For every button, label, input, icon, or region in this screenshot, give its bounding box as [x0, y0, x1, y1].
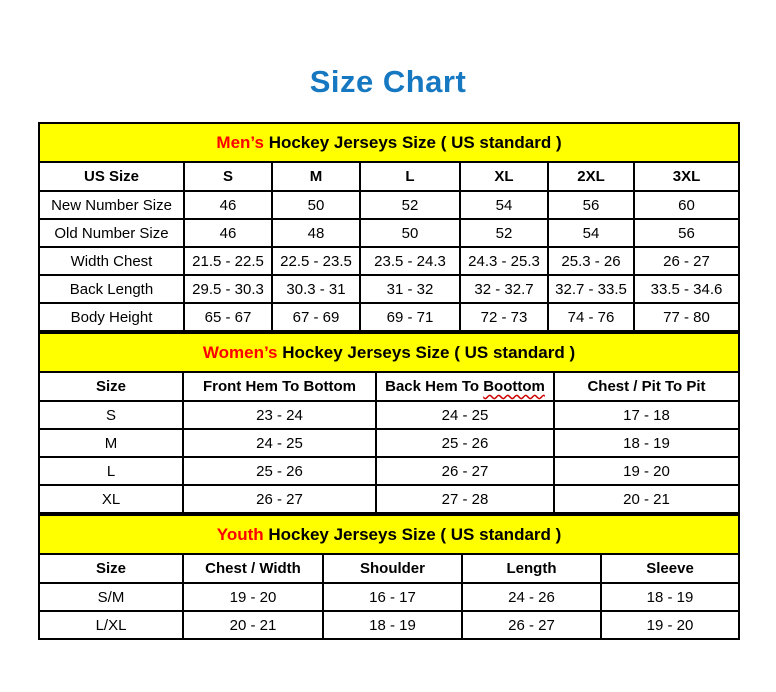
mens-banner-highlight: Men’s: [216, 132, 264, 152]
table-cell: 21.5 - 22.5: [184, 247, 272, 275]
table-cell: 18 - 19: [554, 429, 739, 457]
row-label: L/XL: [39, 611, 183, 639]
table-cell: 65 - 67: [184, 303, 272, 331]
row-label: S/M: [39, 583, 183, 611]
table-cell: 24.3 - 25.3: [460, 247, 548, 275]
table-row: [39, 191, 739, 219]
table-cell: 56: [548, 191, 634, 219]
table-cell: 56: [634, 219, 739, 247]
row-label: Body Height: [39, 303, 184, 331]
column-header: S: [184, 162, 272, 191]
table-cell: 54: [460, 191, 548, 219]
youth-header-row: [39, 554, 739, 583]
table-cell: 16 - 17: [323, 583, 462, 611]
table-row: [39, 303, 739, 331]
column-header: Front Hem To Bottom: [183, 372, 376, 401]
table-cell: 20 - 21: [183, 611, 323, 639]
table-cell: 19 - 20: [183, 583, 323, 611]
table-row: [39, 429, 739, 457]
column-header: [376, 372, 554, 401]
table-cell: 25.3 - 26: [548, 247, 634, 275]
table-cell: 24 - 25: [183, 429, 376, 457]
table-cell: 31 - 32: [360, 275, 460, 303]
column-header: Sleeve: [601, 554, 739, 583]
column-header: Length: [462, 554, 601, 583]
column-header: Chest / Width: [183, 554, 323, 583]
table-cell: 20 - 21: [554, 485, 739, 513]
table-cell: 23 - 24: [183, 401, 376, 429]
mens-banner: [39, 123, 739, 162]
youth-banner: [39, 515, 739, 554]
table-cell: 18 - 19: [601, 583, 739, 611]
table-cell: 72 - 73: [460, 303, 548, 331]
table-row: [39, 583, 739, 611]
table-row: [39, 611, 739, 639]
table-cell: 26 - 27: [634, 247, 739, 275]
youth-size-table: [38, 514, 740, 640]
table-cell: 24 - 25: [376, 401, 554, 429]
youth-banner-highlight: Youth: [216, 524, 264, 544]
table-cell: 18 - 19: [323, 611, 462, 639]
column-header: M: [272, 162, 360, 191]
mens-banner-title: [39, 123, 739, 162]
row-label: S: [39, 401, 183, 429]
table-cell: 32 - 32.7: [460, 275, 548, 303]
column-header: Size: [39, 554, 183, 583]
table-cell: 27 - 28: [376, 485, 554, 513]
row-label: XL: [39, 485, 183, 513]
table-cell: 19 - 20: [554, 457, 739, 485]
table-cell: 26 - 27: [462, 611, 601, 639]
womens-banner-highlight: Women’s: [202, 342, 278, 362]
column-header: XL: [460, 162, 548, 191]
column-header: Shoulder: [323, 554, 462, 583]
table-cell: 23.5 - 24.3: [360, 247, 460, 275]
table-cell: 48: [272, 219, 360, 247]
table-cell: 24 - 26: [462, 583, 601, 611]
table-cell: 69 - 71: [360, 303, 460, 331]
column-header: Chest / Pit To Pit: [554, 372, 739, 401]
table-row: [39, 457, 739, 485]
table-row: [39, 485, 739, 513]
table-cell: 77 - 80: [634, 303, 739, 331]
table-cell: 50: [272, 191, 360, 219]
table-row: [39, 401, 739, 429]
table-cell: 46: [184, 219, 272, 247]
row-label: Old Number Size: [39, 219, 184, 247]
table-cell: 19 - 20: [601, 611, 739, 639]
table-cell: 52: [360, 191, 460, 219]
table-row: [39, 275, 739, 303]
column-header: L: [360, 162, 460, 191]
womens-banner: [39, 333, 739, 372]
table-cell: 33.5 - 34.6: [634, 275, 739, 303]
table-cell: 25 - 26: [376, 429, 554, 457]
row-label: Back Length: [39, 275, 184, 303]
misspelled-word: Boottom: [483, 378, 545, 395]
womens-header-row: [39, 372, 739, 401]
column-header: 3XL: [634, 162, 739, 191]
chart-container: [38, 122, 738, 640]
table-cell: 26 - 27: [376, 457, 554, 485]
womens-size-table: [38, 332, 740, 514]
table-cell: 22.5 - 23.5: [272, 247, 360, 275]
row-label: M: [39, 429, 183, 457]
table-row: [39, 219, 739, 247]
table-cell: 32.7 - 33.5: [548, 275, 634, 303]
table-cell: 46: [184, 191, 272, 219]
table-cell: 54: [548, 219, 634, 247]
header-text: Back Hem To: [385, 378, 484, 395]
youth-banner-rest: Hockey Jerseys Size ( US standard ): [263, 524, 562, 544]
mens-header-row: [39, 162, 739, 191]
table-cell: 17 - 18: [554, 401, 739, 429]
column-header: Size: [39, 372, 183, 401]
row-label: L: [39, 457, 183, 485]
table-cell: 67 - 69: [272, 303, 360, 331]
column-header: 2XL: [548, 162, 634, 191]
page-title: Size Chart: [309, 64, 467, 99]
youth-banner-title: [39, 515, 739, 554]
row-label: New Number Size: [39, 191, 184, 219]
row-label: Width Chest: [39, 247, 184, 275]
table-cell: 30.3 - 31: [272, 275, 360, 303]
table-cell: 29.5 - 30.3: [184, 275, 272, 303]
womens-banner-rest: Hockey Jerseys Size ( US standard ): [277, 342, 576, 362]
mens-banner-rest: Hockey Jerseys Size ( US standard ): [263, 132, 562, 152]
table-cell: 25 - 26: [183, 457, 376, 485]
table-row: [39, 247, 739, 275]
table-cell: 74 - 76: [548, 303, 634, 331]
mens-size-table: [38, 122, 740, 332]
womens-banner-title: [39, 333, 739, 372]
table-cell: 60: [634, 191, 739, 219]
table-cell: 52: [460, 219, 548, 247]
column-header: US Size: [39, 162, 184, 191]
table-cell: 26 - 27: [183, 485, 376, 513]
table-cell: 50: [360, 219, 460, 247]
